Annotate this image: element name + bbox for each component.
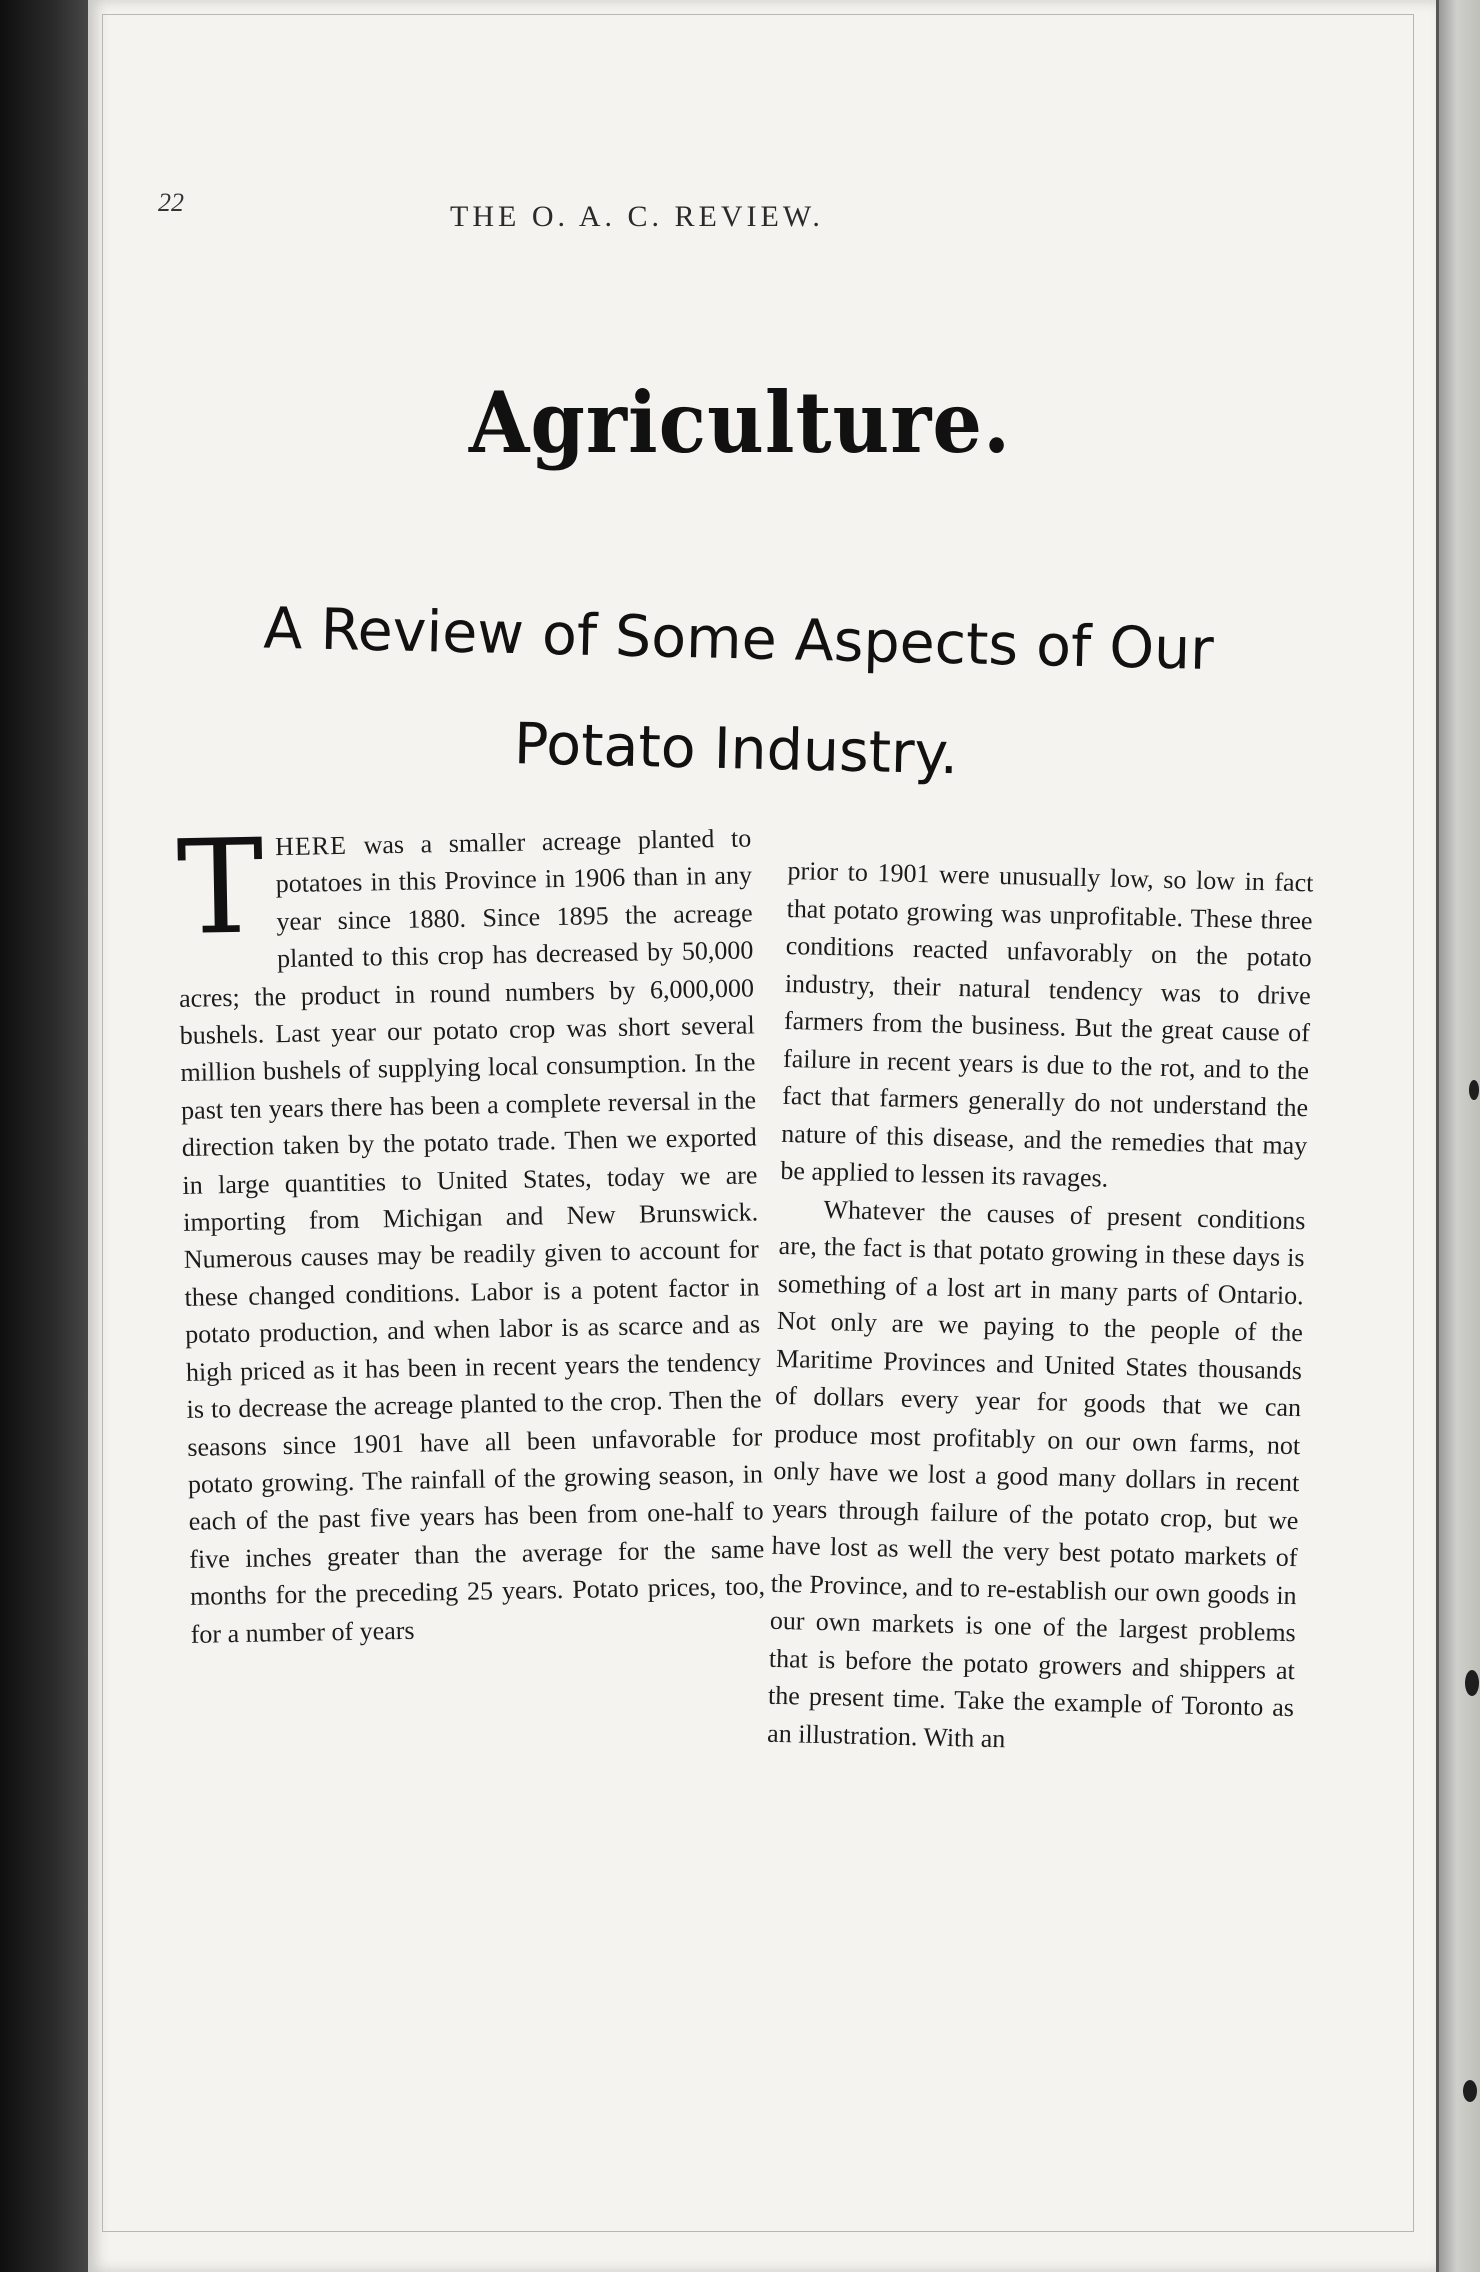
edge-mark [1469, 1080, 1479, 1100]
right-column [767, 852, 1314, 1764]
drop-cap-continuation: HERE [274, 830, 348, 862]
section-title: Agriculture. [468, 374, 1012, 473]
right-column-paragraph-2: Whatever the causes of present conditions are, the fact is that potato growing in these days is something of a lost art in many parts of Ontario. Not only are we paying to the people of the Maritime Provinces and United States thousands of dollars every year for goods that we can produce most profitably on our own farms, not only have we lost a good many dollars in recent years through failure of the potato crop, but we have lost as well the very best potato markets of the Province, and to re-establish our own goods in our own markets is one of the largest problems that is before the potato growers and shippers at the present time. Take the example of Toronto as an illustration. With an [766, 1194, 1306, 1753]
article-title-line-2: Potato Industry. [513, 711, 959, 788]
left-column-text: was a smaller acreage planted to potatoes in this Province in 1906 than in any year since 1880. Since 1895 the acreage planted to this crop has decreased by 50,000 acres; the product in round numbers by 6,000,000 bushels. Last year our potato crop was short several million bushels of supplying local consumption. In the past ten years there has been a complete reversal in the direction taken by the potato trade. Then we exported in large quantities to United States, today we are importing from Michigan and New Brunswick. Numerous causes may be readily given to account for these changed conditions. Labor is a potent factor in potato production, and when labor is as scarce and as high priced as it has been in recent years the tendency is to decrease the acreage planted to the crop. Then the seasons since 1901 have all been unfavorable for potato growing. The rainfall of the growing season, in each of the past five years has been from one-half to five inches greater than the average for the same months for the preceding 25 years. Potato prices, too, for a number of years [178, 823, 766, 1649]
right-column-paragraph-1: prior to 1901 were unusually low, so low in fact that potato growing was unprofitable. These three conditions reacted unfavorably on the potato industry, their natural tendency was to drive farmers from the business. But the great cause of failure in recent years is due to the rot, and to the fact that farmers generally do not understand the nature of this disease, and the remedies that may be applied to lessen its ravages. [780, 855, 1314, 1193]
left-column-paragraph [175, 810, 766, 1652]
article-title-line-1: A Review of Some Aspects of Our [262, 595, 1215, 684]
running-head: THE O. A. C. REVIEW. [450, 200, 824, 233]
adjacent-page-edge [1436, 0, 1480, 2272]
drop-cap: T [175, 810, 266, 964]
book-spine-shadow [0, 0, 88, 2272]
edge-mark [1465, 1670, 1479, 1696]
page-number: 22 [158, 188, 184, 217]
edge-mark [1463, 2080, 1477, 2102]
left-column [175, 810, 766, 1652]
article-title [195, 572, 1280, 816]
